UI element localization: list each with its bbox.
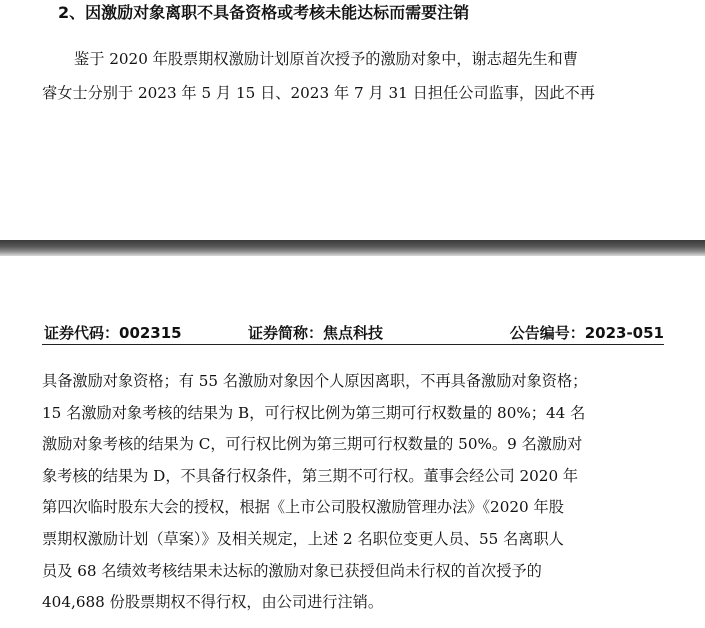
text-line: 象考核的结果为 D，不具备行权条件，第三期不可行权。董事会经公司 2020 年 (42, 466, 579, 485)
text-line: 具备激励对象资格；有 55 名激励对象因个人原因离职，不再具备激励对象资格； (42, 372, 588, 390)
section-heading: 2、因激励对象离职不具备资格或考核未能达标而需要注销 (58, 3, 470, 22)
page-separator (0, 240, 705, 256)
page-top (0, 0, 705, 240)
text-line: 15 名激励对象考核的结果为 B，可行权比例为第三期可行权数量的 80%；44 名 (42, 403, 586, 422)
body-paragraph-bottom (42, 366, 682, 619)
announcement-number: 公告编号：2023-051 (509, 324, 664, 342)
text-line: 员及 68 名绩效考核结果未达标的激励对象已获授但尚未行权的首次授予的 (42, 561, 542, 580)
text-line: 404,688 份股票期权不得行权，由公司进行注销。 (42, 593, 384, 612)
text-line: 票期权激励计划（草案）》及相关规定，上述 2 名职位变更人员、55 名离职人 (42, 529, 564, 548)
text-line: 激励对象考核的结果为 C，可行权比例为第三期可行权数量的 50%。9 名激励对 (42, 435, 583, 454)
page-bottom (0, 256, 705, 628)
text-line: 鉴于 2020 年股票期权激励计划原首次授予的激励对象中，谢志超先生和曹 (74, 50, 578, 68)
body-paragraph-top (42, 42, 672, 110)
text-line: 第四次临时股东大会的授权，根据《上市公司股权激励管理办法》《2020 年股 (42, 498, 564, 517)
text-line: 睿女士分别于 2023 年 5 月 15 日、2023 年 7 月 31 日担任公司监事，因此不再 (42, 84, 595, 102)
stock-short-name: 证券简称：焦点科技 (248, 324, 384, 342)
stock-code: 证券代码：002315 (44, 324, 182, 342)
announcement-header (42, 320, 664, 345)
